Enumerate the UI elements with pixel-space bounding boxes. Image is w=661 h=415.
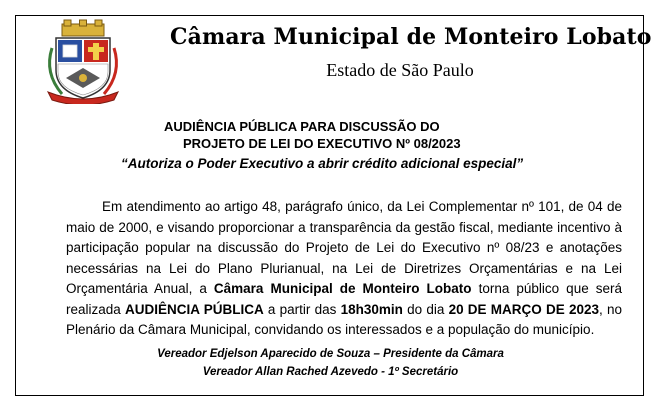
signature-secretary: Vereador Allan Rached Azevedo - 1º Secretário bbox=[202, 366, 459, 378]
notice-quote: “Autoriza o Poder Executivo a abrir crédito adicional especial” bbox=[121, 156, 524, 171]
page-title: Câmara Municipal de Monteiro Lobato bbox=[170, 24, 652, 50]
body-text: do dia bbox=[402, 301, 449, 317]
signature-president: Vereador Edjelson Aparecido de Souza – Presidente da Câmara bbox=[157, 348, 504, 360]
body-text: a partir das bbox=[263, 301, 341, 317]
page-subtitle: Estado de São Paulo bbox=[326, 60, 474, 80]
body-bold-hearing: AUDIÊNCIA PÚBLICA bbox=[125, 301, 264, 317]
notice-heading-line1: AUDIÊNCIA PÚBLICA PARA DISCUSSÃO DO bbox=[164, 119, 440, 134]
coat-of-arms-icon bbox=[40, 18, 126, 104]
body-bold-time: 18h30min bbox=[340, 301, 403, 317]
body-bold-chamber: Câmara Municipal de Monteiro Lobato bbox=[213, 281, 472, 296]
body-text: , no Plenário da Câmara Municipal, convidando os interessados e a população do município. bbox=[66, 301, 622, 337]
body-bold-date: 20 DE MARÇO DE 2023 bbox=[448, 301, 599, 317]
body-text: torna público que será realizada bbox=[66, 281, 622, 317]
body-text: Em atendimento ao artigo 48, parágrafo único, da Lei Complementar nº 101, de 04 de maio de 2000, e visando proporcionar a transparência da gestão fiscal, mediante incentivo à participação popular na discussão do Projeto de Lei do Executivo nº 08/23 e anotações necessárias na Lei do Plano Plurianual, na Lei de Diretrizes Orçamentárias e na Lei Orçamentária Anual, a bbox=[66, 199, 622, 296]
notice-heading-line2: PROJETO DE LEI DO EXECUTIVO Nº 08/2023 bbox=[183, 136, 461, 151]
notice-body bbox=[66, 197, 622, 341]
